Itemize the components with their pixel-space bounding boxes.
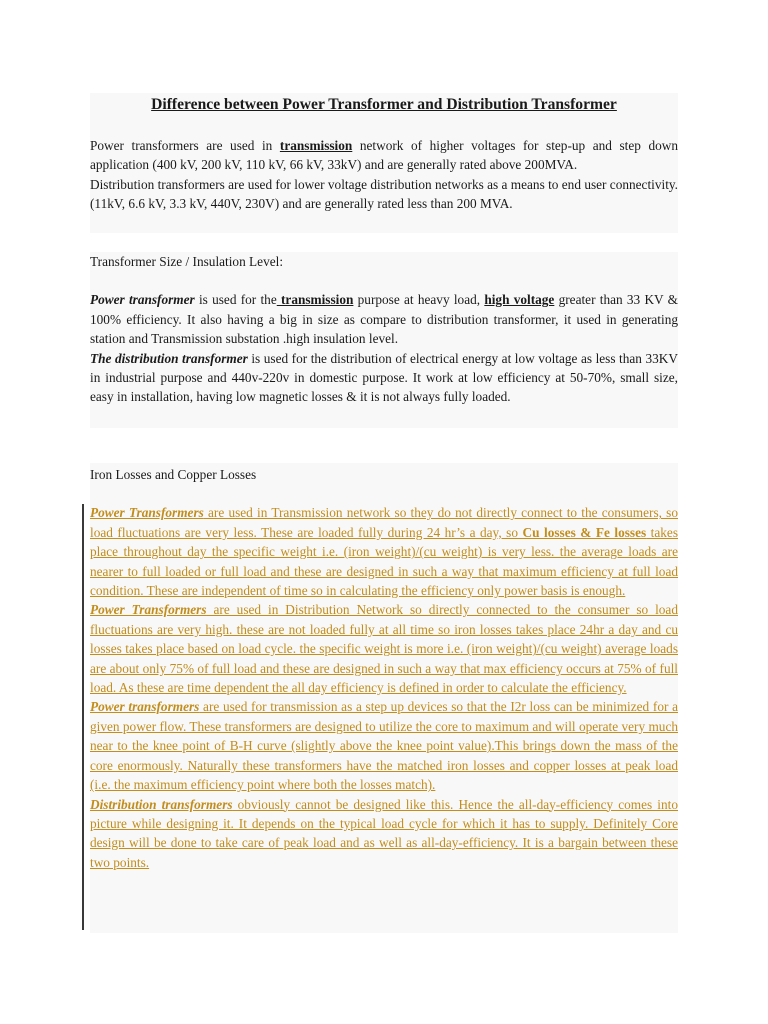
text-run: are used in Distribution Network so directly connected to the consumer so load fluctuations are very high. these are not loaded fully at all time so iron losses takes place 24hr a day and cu losses takes place based on load cycle. the specific weight is more i.e. (iron weight)/(cu weight) average loads are about only 75% of full load and these are designed in such a way that max efficiency occurs at 75% of full load. As these are time dependent the all day efficiency is defined in order to calculate the efficiency. bbox=[90, 602, 678, 696]
text-run-distribution-transformer: The distribution transformer bbox=[90, 350, 248, 366]
text-run-transmission: transmission bbox=[276, 292, 354, 308]
text-run-power-transformers: Power transformers bbox=[90, 699, 200, 715]
size-heading: Transformer Size / Insulation Level: bbox=[90, 254, 284, 269]
text-run: network of higher voltages for step-up and step down application (400 kV, 200 kV, 110 kV, 66 kV, 33kV) and are generally rated above 200MVA. bbox=[90, 138, 678, 173]
text-run-power-transformers: Power Transformers bbox=[90, 602, 207, 618]
text-run: is used for the distribution of electrical energy at low voltage as less than 33KV in industrial purpose and 440v-220v in domestic purpose. It work at low efficiency at 50-70%, small size, easy in installation, having low magnetic losses & it is not always fully loaded. bbox=[90, 350, 678, 405]
text-run-transmission: transmission bbox=[279, 138, 353, 153]
text-run: are used in Transmission network so they do not directly connect to the consumers, so load fluctuations are very less. These are loaded fully during 24 hr’s a day, so bbox=[90, 505, 678, 540]
text-run-distribution-transformers: Distribution transformers bbox=[90, 796, 233, 812]
text-run: is used for the bbox=[194, 292, 277, 308]
intro-section bbox=[90, 93, 678, 233]
text-run: Power transformers are used in bbox=[90, 138, 280, 153]
losses-paragraph-1 bbox=[90, 503, 678, 600]
losses-paragraph-3 bbox=[90, 697, 678, 794]
text-run: obviously cannot be designed like this. Hence the all-day-efficiency comes into picture while designing it. It depends on the typical load cycle for which it has to supply. Definitely Core design will be done to take care of peak load and as well as all-day-efficiency. It is a bargain between these two points. bbox=[90, 796, 678, 870]
size-paragraph-distribution bbox=[90, 349, 678, 407]
text-run-power-transformers: Power Transformers bbox=[90, 505, 204, 521]
text-run-cu-fe-losses: Cu losses & Fe losses bbox=[522, 524, 647, 540]
intro-paragraph-power bbox=[90, 136, 678, 175]
text-run: purpose at heavy load, bbox=[353, 292, 485, 308]
losses-section bbox=[90, 463, 678, 933]
text-run: greater than 33 KV & 100% efficiency. It also having a big in size as compare to distribution transformer, it used in generating station and Transmission substation .high insulation level. bbox=[90, 292, 678, 347]
losses-paragraph-2 bbox=[90, 600, 678, 697]
page-title: Difference between Power Transformer and Distribution Transformer bbox=[151, 96, 617, 113]
text-run: takes place throughout day the specific weight i.e. (iron weight)/(cu weight) is very less. the average loads are nearer to full loaded or full load and these are designed in such a way that maximum efficiency at full load condition. These are independent of time so in calculating the efficiency only power basis is enough. bbox=[90, 524, 678, 599]
intro-paragraph-distribution: Distribution transformers are used for lower voltage distribution networks as a means to end user connectivity. (11kV, 6.6 kV, 3.3 kV, 440V, 230V) and are generally rated less than 200 MVA. bbox=[90, 176, 678, 212]
text-run-power-transformer: Power transformer bbox=[90, 292, 195, 308]
losses-paragraph-4 bbox=[90, 795, 678, 873]
size-paragraph-power bbox=[90, 290, 678, 348]
text-run-high-voltage: high voltage bbox=[484, 292, 555, 308]
text-run: are used for transmission as a step up devices so that the I2r loss can be minimized for a given power flow. These transformers are designed to utilize the core to maximum and will operate very much near to the knee point of B-H curve (slightly above the knee point value).This brings down the mass of the core enormously. Naturally these transformers have the matched iron losses and copper losses at peak load (i.e. the maximum efficiency point where both the losses match). bbox=[90, 699, 678, 793]
change-bar bbox=[82, 504, 84, 930]
losses-heading: Iron Losses and Copper Losses bbox=[90, 467, 257, 482]
size-section bbox=[90, 252, 678, 428]
